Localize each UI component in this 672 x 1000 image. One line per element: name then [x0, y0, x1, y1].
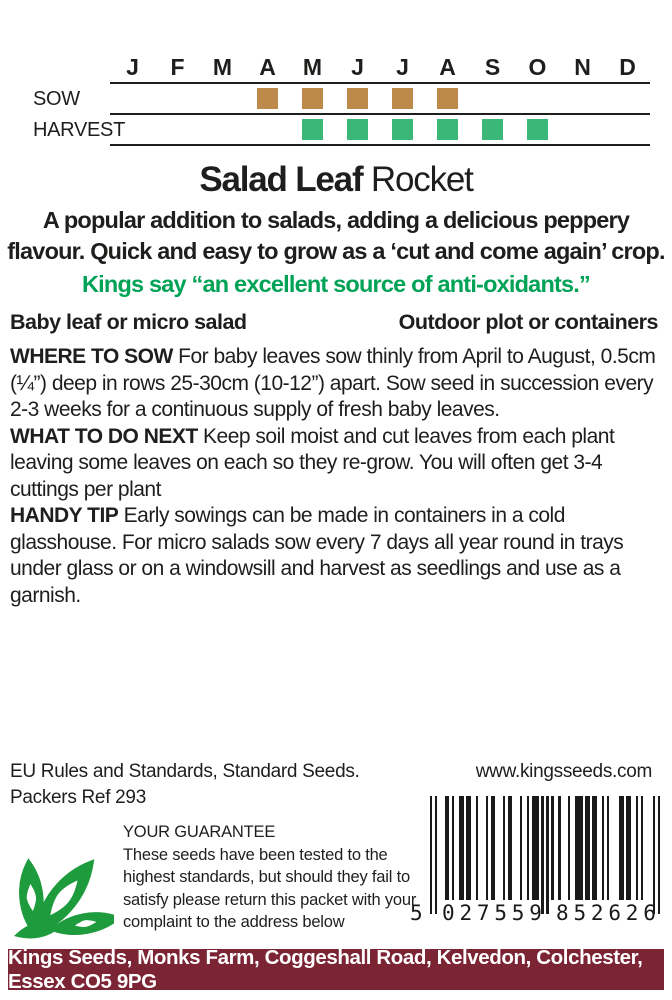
- sow-month-square: [347, 88, 368, 109]
- harvest-row-cells: [110, 115, 650, 146]
- website-url: www.kingsseeds.com: [475, 761, 652, 782]
- calendar-cell: [470, 84, 515, 113]
- sow-month-square: [392, 88, 413, 109]
- harvest-month-square: [437, 119, 458, 140]
- barcode-lead-digit: 5: [410, 901, 423, 925]
- barcode-right-group: 852626: [556, 901, 661, 925]
- harvest-month-square: [347, 119, 368, 140]
- calendar-cell: [380, 115, 425, 144]
- address-text: Kings Seeds, Monks Farm, Coggeshall Road, Kelvedon, Colchester, Essex CO5 9PG: [8, 945, 643, 993]
- sowing-calendar: [33, 52, 650, 146]
- barcode: [410, 796, 660, 934]
- subheader-right: Outdoor plot or containers: [398, 310, 658, 334]
- eu-rules-text: EU Rules and Standards, Standard Seeds.: [10, 761, 360, 782]
- calendar-cell: [335, 115, 380, 144]
- growing-instructions: [10, 344, 660, 609]
- calendar-months: [110, 52, 650, 84]
- month-label: S: [484, 53, 501, 80]
- calendar-cell: [560, 115, 605, 144]
- month-label: J: [126, 53, 139, 80]
- harvest-row-label: HARVEST: [33, 119, 126, 141]
- month-label: N: [574, 53, 591, 80]
- month-label: A: [259, 53, 276, 80]
- variety-name: Rocket: [362, 160, 473, 199]
- calendar-cell: [425, 115, 470, 144]
- calendar-months-spacer: [33, 52, 110, 84]
- harvest-month-square: [302, 119, 323, 140]
- paragraph-where-to-sow: [10, 344, 660, 424]
- calendar-cell: [605, 115, 650, 144]
- sow-row-cells: [110, 84, 650, 115]
- calendar-cell: [335, 84, 380, 113]
- calendar-cell: [380, 84, 425, 113]
- kings-seeds-leaf-logo: [8, 842, 114, 944]
- calendar-cell: [515, 115, 560, 144]
- calendar-cell: [110, 115, 155, 144]
- calendar-cell: [425, 84, 470, 113]
- calendar-months-row: [33, 52, 650, 84]
- what-to-do-next-label: WHAT TO DO NEXT: [10, 424, 198, 448]
- where-to-sow-text: For baby leaves sow thinly from April to August, 0.5cm (¼”) deep in rows 25-30cm (10-12”) apart. Sow seed in succession every 2-3 weeks for a continuous supply of fresh baby leaves.: [10, 345, 656, 421]
- kings-say-line: Kings say “an excellent source of anti-oxidants.”: [82, 271, 590, 297]
- calendar-sow-row: [33, 84, 650, 115]
- address-bar: [8, 945, 664, 993]
- page-title: [0, 160, 672, 200]
- barcode-left-group: 027559: [442, 901, 547, 925]
- month-label: D: [619, 53, 636, 80]
- month-label: O: [528, 53, 547, 80]
- calendar-cell: [200, 84, 245, 113]
- calendar-cell: [290, 115, 335, 144]
- subheader-row: [10, 310, 658, 335]
- variety-group-name: Salad Leaf: [199, 160, 363, 199]
- month-label: F: [170, 53, 185, 80]
- calendar-cell: [200, 115, 245, 144]
- month-label: M: [302, 53, 323, 80]
- calendar-cell: [155, 115, 200, 144]
- subheader-left: Baby leaf or micro salad: [10, 310, 247, 334]
- handy-tip-text: Early sowings can be made in containers in a cold glasshouse. For micro salads sow every 7 days all year round in trays under glass or on a windowsill and harvest as seedlings and use as a garnish.: [10, 504, 624, 607]
- calendar-cell: [290, 84, 335, 113]
- leaf-icon: [14, 863, 111, 938]
- harvest-month-square: [392, 119, 413, 140]
- calendar-cell: [470, 115, 515, 144]
- guarantee-block: [123, 821, 423, 934]
- month-label: A: [439, 53, 456, 80]
- what-to-do-next-text: Keep soil moist and cut leaves from each plant leaving some leaves on each so they re-grow. You will often get 3-4 cuttings per plant: [10, 424, 615, 501]
- guarantee-heading: YOUR GUARANTEE: [123, 823, 276, 841]
- sow-month-square: [257, 88, 278, 109]
- paragraph-handy-tip: [10, 503, 660, 609]
- sow-row-label: SOW: [33, 88, 80, 110]
- calendar-cell: [155, 84, 200, 113]
- calendar-cell: [560, 84, 605, 113]
- barcode-digits: [410, 898, 660, 928]
- paragraph-what-to-do-next: [10, 424, 660, 504]
- calendar-cell: [110, 84, 155, 113]
- calendar-cell: [515, 84, 560, 113]
- calendar-cell: [245, 115, 290, 144]
- guarantee-text: These seeds have been tested to the highest standards, but should they fail to satisfy please return this packet with your complaint to the address below: [123, 845, 417, 931]
- barcode-bar: [658, 796, 660, 914]
- packers-ref: Packers Ref 293: [10, 787, 146, 808]
- where-to-sow-label: WHERE TO SOW: [10, 345, 173, 368]
- calendar-cell: [245, 84, 290, 113]
- handy-tip-label: HANDY TIP: [10, 504, 119, 527]
- calendar-harvest-row: [33, 115, 650, 146]
- harvest-month-square: [482, 119, 503, 140]
- product-description: A popular addition to salads, adding a delicious peppery flavour. Quick and easy to grow as a ‘cut and come again’ crop.: [7, 207, 665, 264]
- barcode-bars: [430, 796, 660, 914]
- sow-month-square: [302, 88, 323, 109]
- month-label: J: [396, 53, 409, 80]
- calendar-cell: [605, 84, 650, 113]
- sow-month-square: [437, 88, 458, 109]
- month-label: M: [212, 53, 233, 80]
- month-label: J: [351, 53, 364, 80]
- harvest-month-square: [527, 119, 548, 140]
